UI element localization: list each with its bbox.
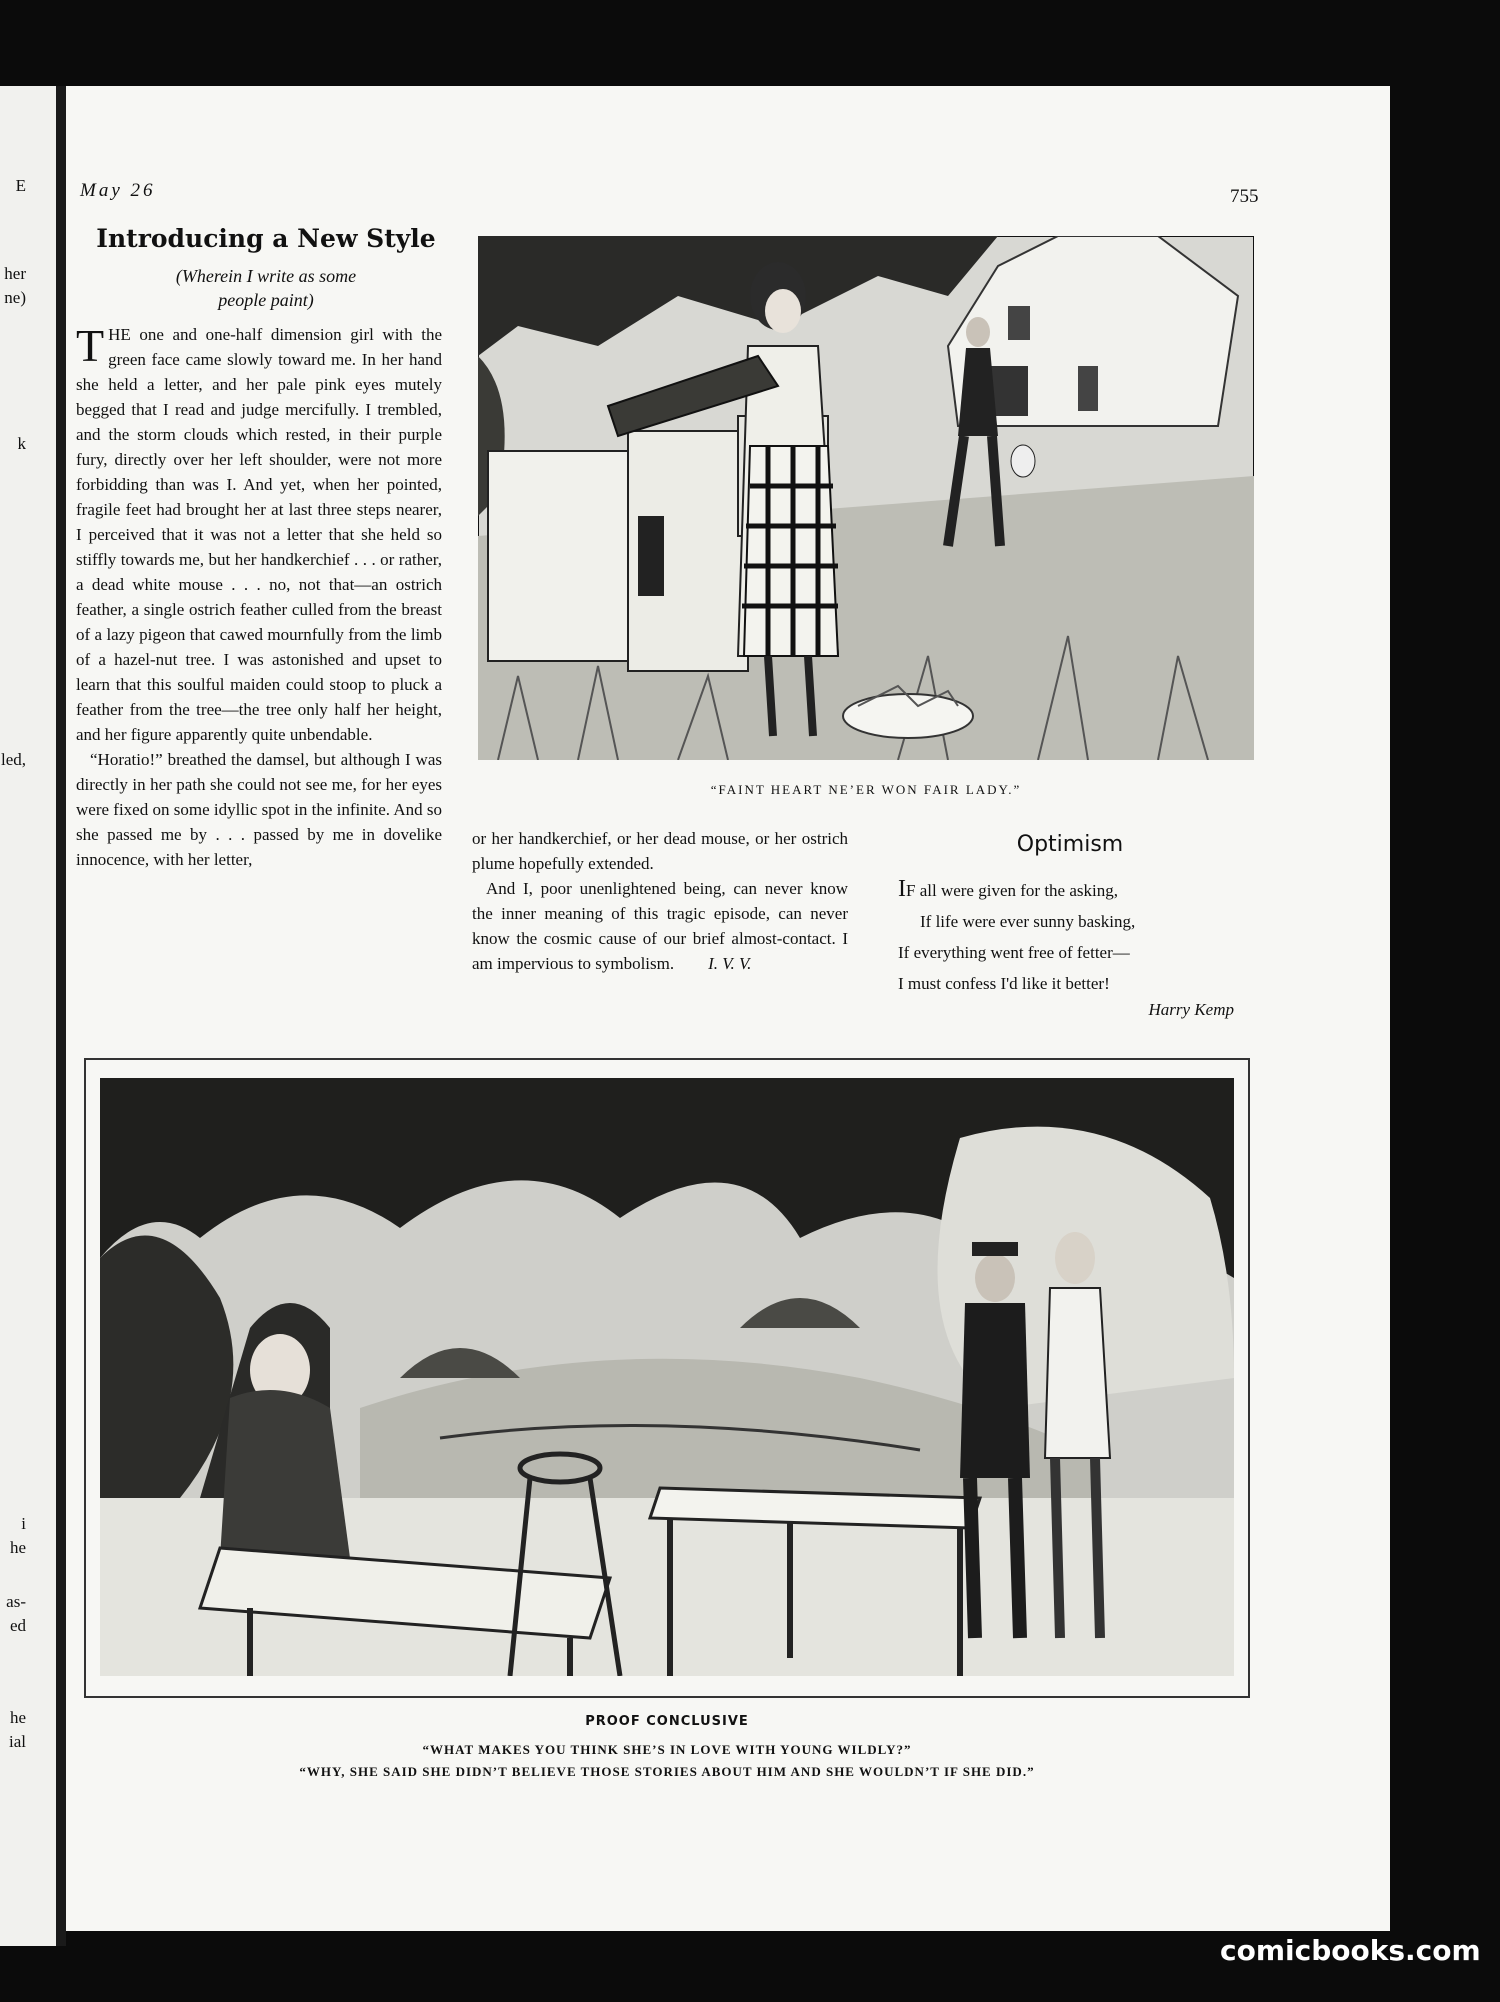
cartoon-title: PROOF CONCLUSIVE (585, 1714, 749, 1729)
facing-page-fragment: k (17, 434, 26, 453)
facing-page-fragment: he (9, 1708, 26, 1727)
article-column-1 (76, 322, 442, 872)
paragraph-text: HE one and one-half dimension girl with the green face came slowly toward me. In her hand she held a letter, and her pale pink eyes mutely begged that I read and judge mercifully. I trembled, and the storm clouds which rested, in their purple fury, directly over her left shoulder, were not more forbidding than was I. And yet, when her pointed, fragile feet had brought her at last three steps nearer, I perceived that it was not a letter that she held so stiffly towards me, but her handkerchief . . . or rather, a dead white mouse . . . no, not that—an ostrich feather, a single ostrich feather culled from the breast of a lazy pigeon that cawed mournfully from the limb of a hazel-nut tree. I was astonished and upset to learn that this soulful maiden could stoop to pluck a feather from the tree—the tree only half her height, and her figure apparently quite unbendable. (76, 325, 442, 744)
poem-line: I must confess I'd like it better! (898, 974, 1110, 993)
poem-drop-cap: I (898, 876, 906, 902)
illustration-caption: “FAINT HEART NE’ER WON FAIR LADY.” (710, 782, 1022, 797)
poem-line (898, 874, 1238, 906)
facing-page-fragment: led, (0, 750, 26, 769)
drop-cap: T (76, 320, 105, 371)
page-number: 755 (1230, 186, 1259, 207)
article-title: Introducing a New Style (96, 224, 436, 253)
article-subtitle-line: people paint) (218, 290, 314, 310)
facing-page-fragment: ne) (4, 288, 26, 307)
article-paragraph: or her handkerchief, or her dead mouse, or her ostrich plume hopefully extended. (472, 829, 848, 873)
watermark: comicbooks.com (1220, 1934, 1481, 1967)
article-paragraph (76, 322, 442, 747)
facing-page-fragment: ed (9, 1616, 26, 1635)
facing-page-fragment: i (21, 1514, 26, 1533)
paragraph-text: And I, poor unenlightened being, can never know the inner meaning of this tragic episode, can never know the cosmic cause of our brief almost-contact. I am impervious to symbolism. (472, 879, 848, 973)
article-subtitle-line: (Wherein I write as some (175, 266, 357, 286)
issue-date: May 26 (80, 180, 156, 201)
page-gutter (56, 86, 66, 1946)
facing-page-fragment: ial (9, 1732, 26, 1751)
cartoon-dialogue-line: “WHAT MAKES YOU THINK SHE’S IN LOVE WITH YOUNG WILDLY?” (422, 1742, 912, 1757)
article-column-2 (472, 826, 848, 976)
facing-page-edge (0, 86, 56, 1946)
poem-title: Optimism (1016, 832, 1124, 857)
illustration-garden-tables (100, 1078, 1234, 1676)
poem-author: Harry Kemp (1148, 1000, 1234, 1019)
poem-body (898, 874, 1238, 999)
illustration-woman-at-beehives (478, 236, 1254, 760)
poem-line: If life were ever sunny basking, (920, 912, 1136, 931)
article-paragraph (472, 876, 848, 976)
facing-page-fragment: as- (6, 1592, 26, 1611)
poem-line-text: F all were given for the asking, (906, 881, 1118, 900)
cartoon-dialogue-line: “WHY, SHE SAID SHE DIDN’T BELIEVE THOSE STORIES ABOUT HIM AND SHE WOULDN’T IF SHE DID.” (299, 1764, 1035, 1779)
article-paragraph: “Horatio!” breathed the damsel, but although I was directly in her path she could not see me, for her eyes were fixed on some idyllic spot in the infinite. And so she passed me by . . . passed by me in dovelike innocence, with her letter, (76, 750, 442, 869)
article-signature: I. V. V. (708, 954, 752, 973)
facing-page-fragment: her (4, 264, 26, 283)
facing-page-fragment: he (9, 1538, 26, 1557)
facing-page-fragment: E (15, 176, 26, 195)
article-subtitle (96, 264, 436, 312)
poem-line: If everything went free of fetter— (898, 943, 1130, 962)
